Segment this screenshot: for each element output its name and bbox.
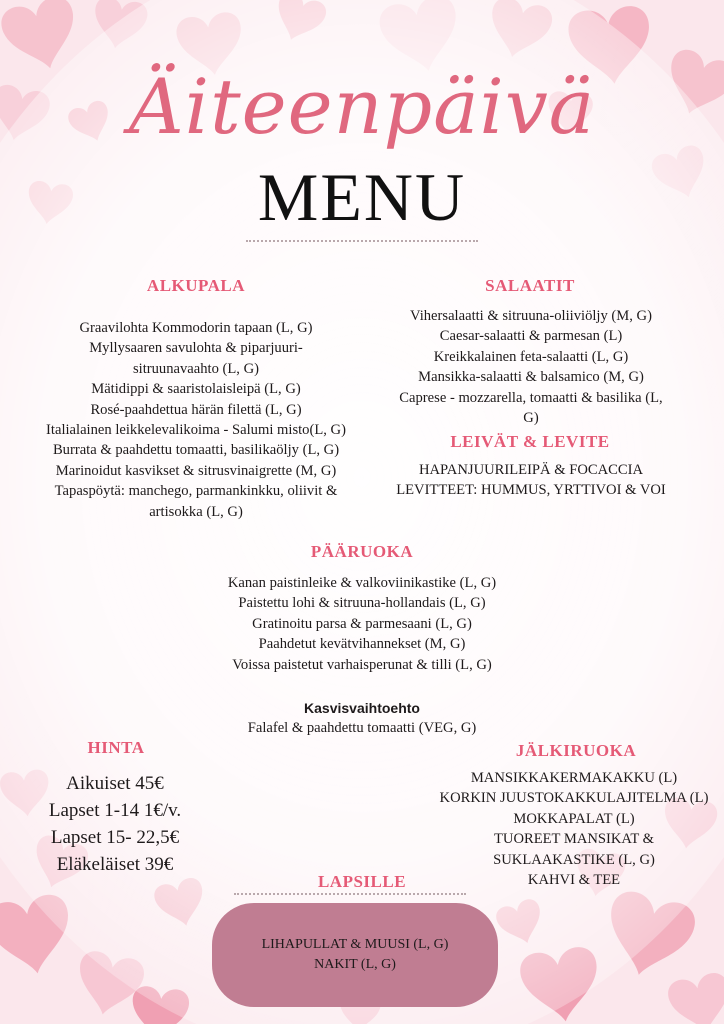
- list-item: Kanan paistinleike & valkoviinikastike (L, G): [227, 575, 497, 591]
- list-item: TUOREET MANSIKAT &: [494, 831, 654, 848]
- list-item: Paistettu lohi & sitruuna-hollandais (L, G): [238, 595, 486, 612]
- price-item: Lapset 1-14 1€/v.: [48, 800, 182, 821]
- list-item: Tapaspöytä: manchego, parmankinkku, oliivit &: [54, 483, 338, 500]
- list-item: Myllysaaren savulohta & piparjuuri-: [89, 340, 303, 357]
- list-item: Rosé-paahdettua härän filettä (L, G): [90, 401, 302, 418]
- list-item: Kreikkalainen feta-salaatti (L, G): [433, 348, 629, 365]
- list-item: G): [523, 410, 539, 427]
- list-item: sitruunavaahto (L, G): [132, 360, 260, 377]
- list-item: Paahdetut kevätvihannekset (M, G): [258, 636, 466, 653]
- page-title: MENU: [257, 159, 467, 235]
- list-item: Italialainen leikkelevalikoima - Salumi misto(L, G): [46, 422, 346, 439]
- price-item: Eläkeläiset 39€: [56, 854, 174, 875]
- list-item: Graavilohta Kommodorin tapaan (L, G): [79, 320, 313, 336]
- page-script-title: Äiteenpäivä: [128, 62, 596, 151]
- salaatit-list: [356, 306, 706, 428]
- leivat-heading: LEIVÄT & LEVITE: [450, 432, 610, 451]
- list-item: LEVITTEET: HUMMUS, YRTTIVOI & VOI: [396, 482, 666, 499]
- list-item: Mansikka-salaatti & balsamico (M, G): [418, 369, 644, 386]
- jalkiruoka-heading: JÄLKIRUOKA: [515, 741, 637, 760]
- list-item: Gratinoitu parsa & parmesaani (L, G): [252, 615, 472, 632]
- list-item: Vihersalaatti & sitruuna-oliiviöljy (M, G): [410, 308, 652, 324]
- price-item: Lapset 15- 22,5€: [50, 827, 180, 848]
- alkupala-heading: ALKUPALA: [146, 276, 246, 295]
- paaruoka-list: [162, 573, 562, 675]
- list-item: MANSIKKAKERMAKAKKU (L): [470, 770, 678, 786]
- list-item: artisokka (L, G): [149, 503, 243, 520]
- salaatit-heading: SALAATIT: [485, 276, 575, 295]
- leivat-list: [366, 460, 696, 501]
- lapsille-heading: LAPSILLE: [317, 872, 407, 891]
- paaruoka-heading: PÄÄRUOKA: [310, 542, 414, 561]
- list-item: KAHVI & TEE: [527, 872, 621, 889]
- jalkiruoka-list: [424, 768, 724, 890]
- hinta-heading: HINTA: [87, 738, 145, 757]
- list-item: KORKIN JUUSTOKAKKULAJITELMA (L): [439, 790, 709, 807]
- kasvis-item: Falafel & paahdettu tomaatti (VEG, G): [247, 720, 477, 736]
- list-item: Mätidippi & saaristolaisleipä (L, G): [91, 381, 301, 398]
- lapsille-divider: [234, 893, 466, 895]
- title-divider: [246, 240, 478, 242]
- alkupala-list: [6, 318, 386, 522]
- list-item: Voissa paistetut varhaisperunat & tilli (L, G): [232, 656, 492, 673]
- kasvis-heading: Kasvisvaihtoehto: [304, 700, 420, 716]
- list-item: SUKLAAKASTIKE (L, G): [493, 851, 655, 868]
- list-item: Caesar-salaatti & parmesan (L): [439, 328, 623, 345]
- list-item: Caprese - mozzarella, tomaatti & basilika (L,: [399, 389, 663, 406]
- list-item: NAKIT (L, G): [314, 957, 396, 972]
- list-item: MOKKAPALAT (L): [513, 810, 635, 827]
- list-item: LIHAPULLAT & MUUSI (L, G): [261, 937, 449, 952]
- list-item: Marinoidut kasvikset & sitrusvinaigrette (M, G): [55, 462, 337, 479]
- list-item: Burrata & paahdettu tomaatti, basilikaöljy (L, G): [52, 442, 340, 459]
- lapsille-box: [212, 903, 498, 1007]
- list-item: HAPANJUURILEIPÄ & FOCACCIA: [418, 462, 644, 478]
- hinta-list: [30, 770, 200, 878]
- price-item: Aikuiset 45€: [66, 773, 164, 794]
